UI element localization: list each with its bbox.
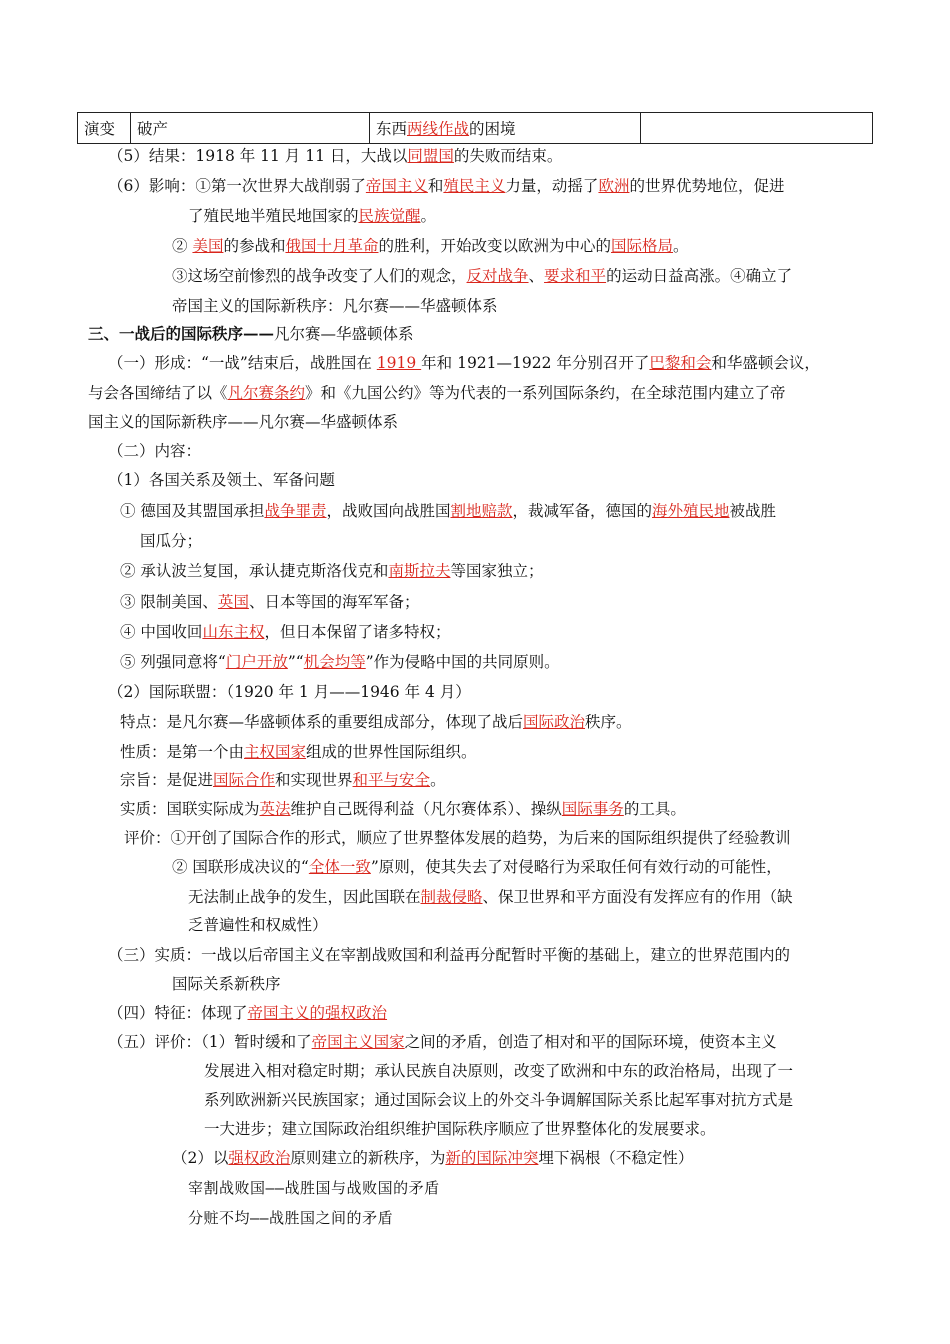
content-item-1 (120, 500, 776, 522)
content-item-2 (120, 560, 543, 582)
highlight-term: 欧洲 (598, 177, 630, 195)
text: 的工具。 (623, 800, 686, 818)
text: 的运动日益高涨。④确立了 (606, 267, 793, 285)
league-eval-2 (172, 856, 782, 878)
content-subheading: （1）各国关系及领土、军备问题 (108, 471, 335, 489)
text: 和华盛顿会议， (711, 354, 820, 372)
highlight-term: 南斯拉夫 (388, 562, 451, 580)
evaluation-line-6: 宰割战败国——战胜国与战败国的矛盾 (188, 1179, 440, 1197)
text: （四）特征：体现了 (108, 1004, 248, 1022)
text: 。 (673, 237, 689, 255)
impact-line-3 (172, 235, 689, 257)
highlight-term: 殖民主义 (443, 177, 506, 195)
highlight-term: 门户开放 (225, 653, 288, 671)
summary-table (77, 112, 873, 144)
table-cell: 演变 (78, 113, 131, 144)
result-line (108, 145, 562, 167)
text: ② 国联形成决议的“ (172, 858, 309, 876)
text: ① 德国及其盟国承担 (120, 502, 265, 520)
highlight-term: 强权政治 (228, 1149, 291, 1167)
evaluation-line-5 (172, 1147, 693, 1169)
text: ② 承认波兰复国，承认捷克斯洛伐克和 (120, 562, 389, 580)
highlight-term: 反对战争 (466, 267, 529, 285)
highlight-term: 国际格局 (611, 237, 674, 255)
text: 、日本等国的海军军备； (248, 593, 420, 611)
content-item-5 (120, 651, 560, 673)
text: （5）结果：1918 年 11 月 11 日，大战以 (108, 147, 408, 165)
highlight-term: 凡尔赛条约 (227, 384, 306, 402)
impact-line-1 (108, 175, 784, 197)
content-heading: （二）内容： (108, 442, 202, 460)
text: ⑤ 列强同意将“ (120, 653, 226, 671)
highlight-term: 民族觉醒 (358, 207, 421, 225)
text: ”原则，使其失去了对侵略行为采取任何有效行动的可能性， (370, 858, 782, 876)
text: 性质：是第一个由 (120, 743, 245, 761)
highlight-term: 美国 (192, 237, 224, 255)
heading-text: 凡尔赛—华盛顿体系 (274, 325, 414, 343)
text: ，裁减军备，德国的 (512, 502, 652, 520)
text: ③ 限制美国、 (120, 593, 218, 611)
formation-line-2 (88, 382, 786, 404)
text: 实质：国联实际成为 (120, 800, 260, 818)
feature-line (108, 1002, 387, 1024)
highlight-term: 国际政治 (523, 713, 586, 731)
content-item-1-cont: 国瓜分； (140, 532, 203, 550)
league-heading: （2）国际联盟：（1920 年 1 月——1946 年 4 月） (108, 683, 471, 701)
text: ，战败国向战胜国 (326, 502, 451, 520)
highlight-term: 英国 (217, 593, 249, 611)
evaluation-line-4: 一大进步；建立国际政治组织维护国际秩序顺应了世界整体化的发展要求。 (204, 1120, 716, 1138)
text: （一）形成：“一战”结束后，战胜国在 (108, 354, 377, 372)
highlight-term: 国际合作 (213, 771, 276, 789)
essence-line-2: 国际关系新秩序 (172, 975, 281, 993)
text: 。 (430, 771, 446, 789)
text: 与会各国缔结了以《 (88, 384, 228, 402)
league-aim (120, 769, 446, 791)
essence-line-1: （三）实质：一战以后帝国主义在宰割战败国和利益再分配暂时平衡的基础上，建立的世界范围内的 (108, 946, 791, 964)
impact-line-5: 帝国主义的国际新秩序：凡尔赛——华盛顿体系 (172, 297, 498, 315)
highlight-term: 帝国主义的强权政治 (247, 1004, 388, 1022)
text: 组成的世界性国际组织。 (306, 743, 477, 761)
text: （五）评价：（1）暂时缓和了 (108, 1033, 312, 1051)
text: 力量，动摇了 (505, 177, 599, 195)
highlight-term: 国际事务 (561, 800, 624, 818)
highlight-term: 全体一致 (308, 858, 371, 876)
text: 和实现世界 (275, 771, 353, 789)
text: 原则建立的新秩序，为 (290, 1149, 446, 1167)
text: 的世界优势地位，促进 (629, 177, 785, 195)
text: 了殖民地半殖民地国家的 (188, 207, 359, 225)
text: ”“ (287, 653, 304, 671)
text: （6）影响：①第一次世界大战削弱了 (108, 177, 366, 195)
highlight-term: 英法 (259, 800, 291, 818)
highlight-term: 巴黎和会 (649, 354, 712, 372)
text: 》和《九国公约》等为代表的一系列国际条约，在全球范围内建立了帝 (305, 384, 786, 402)
table-cell (370, 113, 641, 144)
highlight-term: 制裁侵略 (420, 888, 483, 906)
cell-text: 东西 (376, 120, 408, 138)
highlight-term: 割地赔款 (450, 502, 513, 520)
text: 年和 1921—1922 年分别召开了 (421, 354, 650, 372)
league-eval-4: 乏普遍性和权威性） (188, 916, 328, 934)
text: ，但日本保留了诸多特权； (264, 623, 451, 641)
text: 宗旨：是促进 (120, 771, 214, 789)
evaluation-line-2: 发展进入相对稳定时期；承认民族自决原则，改变了欧洲和中东的政治格局，出现了一 (204, 1062, 794, 1080)
league-feature (120, 711, 632, 733)
text: 埋下祸根（不稳定性） (538, 1149, 694, 1167)
text: 之间的矛盾，创造了相对和平的国际环境，使资本主义 (404, 1033, 777, 1051)
text: 秩序。 (585, 713, 632, 731)
highlight-term: 同盟国 (407, 147, 454, 165)
highlight-term: 新的国际冲突 (445, 1149, 539, 1167)
evaluation-line-7: 分赃不均——战胜国之间的矛盾 (188, 1209, 394, 1227)
text: ③这场空前惨烈的战争改变了人们的观念， (172, 267, 467, 285)
evaluation-line-1 (108, 1031, 777, 1053)
text: ”作为侵略中国的共同原则。 (365, 653, 560, 671)
text: 的胜利，开始改变以欧洲为中心的 (378, 237, 611, 255)
league-essence (120, 798, 686, 820)
formation-line-3: 国主义的国际新秩序——凡尔赛—华盛顿体系 (88, 413, 399, 431)
impact-line-4 (172, 265, 792, 287)
highlight-term: 海外殖民地 (652, 502, 730, 520)
text: 特点：是凡尔赛—华盛顿体系的重要组成部分，体现了战后 (120, 713, 524, 731)
text: （2）以 (172, 1149, 229, 1167)
text: 维护自己既得利益（凡尔赛体系）、操纵 (290, 800, 562, 818)
formation-line-1 (108, 352, 820, 374)
text: 、保卫世界和平方面没有发挥应有的作用（缺 (482, 888, 793, 906)
text: 的参战和 (223, 237, 286, 255)
text: ④ 中国收回 (120, 623, 203, 641)
table-cell: 破产 (131, 113, 370, 144)
content-item-3 (120, 591, 419, 613)
highlight-term: 山东主权 (202, 623, 265, 641)
text: 等国家独立； (450, 562, 544, 580)
league-eval-1: 评价：①开创了国际合作的形式，顺应了世界整体发展的趋势，为后来的国际组织提供了经验教训 (124, 829, 791, 847)
highlight-term: 和平与安全 (352, 771, 431, 789)
text: ② (172, 237, 193, 255)
highlight-term: 帝国主义 (365, 177, 428, 195)
text: 被战胜 (729, 502, 777, 520)
evaluation-line-3: 系列欧洲新兴民族国家；通过国际会议上的外交斗争调解国际关系比起军事对抗方式是 (204, 1091, 794, 1109)
league-nature (120, 741, 477, 763)
league-eval-3 (188, 886, 793, 908)
text: 、 (528, 267, 545, 285)
text: 和 (427, 177, 444, 195)
impact-line-2 (188, 205, 436, 227)
text: 的失败而结束。 (453, 147, 563, 165)
section-heading (88, 323, 414, 345)
table-cell (641, 113, 873, 144)
highlight-term: 机会均等 (303, 653, 366, 671)
heading-bold: 三、一战后的国际秩序—— (88, 324, 275, 343)
highlight-term: 帝国主义国家 (311, 1033, 405, 1051)
highlight-term: 战争罪责 (264, 502, 327, 520)
text: 。 (420, 207, 437, 225)
highlight-term: 1919 (376, 354, 422, 372)
highlight-term: 要求和平 (544, 267, 607, 285)
cell-text: 的困境 (469, 120, 516, 138)
content-item-4 (120, 621, 450, 643)
text: 无法制止战争的发生，因此国联在 (188, 888, 421, 906)
highlight-term: 主权国家 (244, 743, 307, 761)
table-row (78, 113, 873, 144)
highlight-term: 俄国十月革命 (285, 237, 379, 255)
highlight-term: 两线作战 (407, 120, 470, 138)
